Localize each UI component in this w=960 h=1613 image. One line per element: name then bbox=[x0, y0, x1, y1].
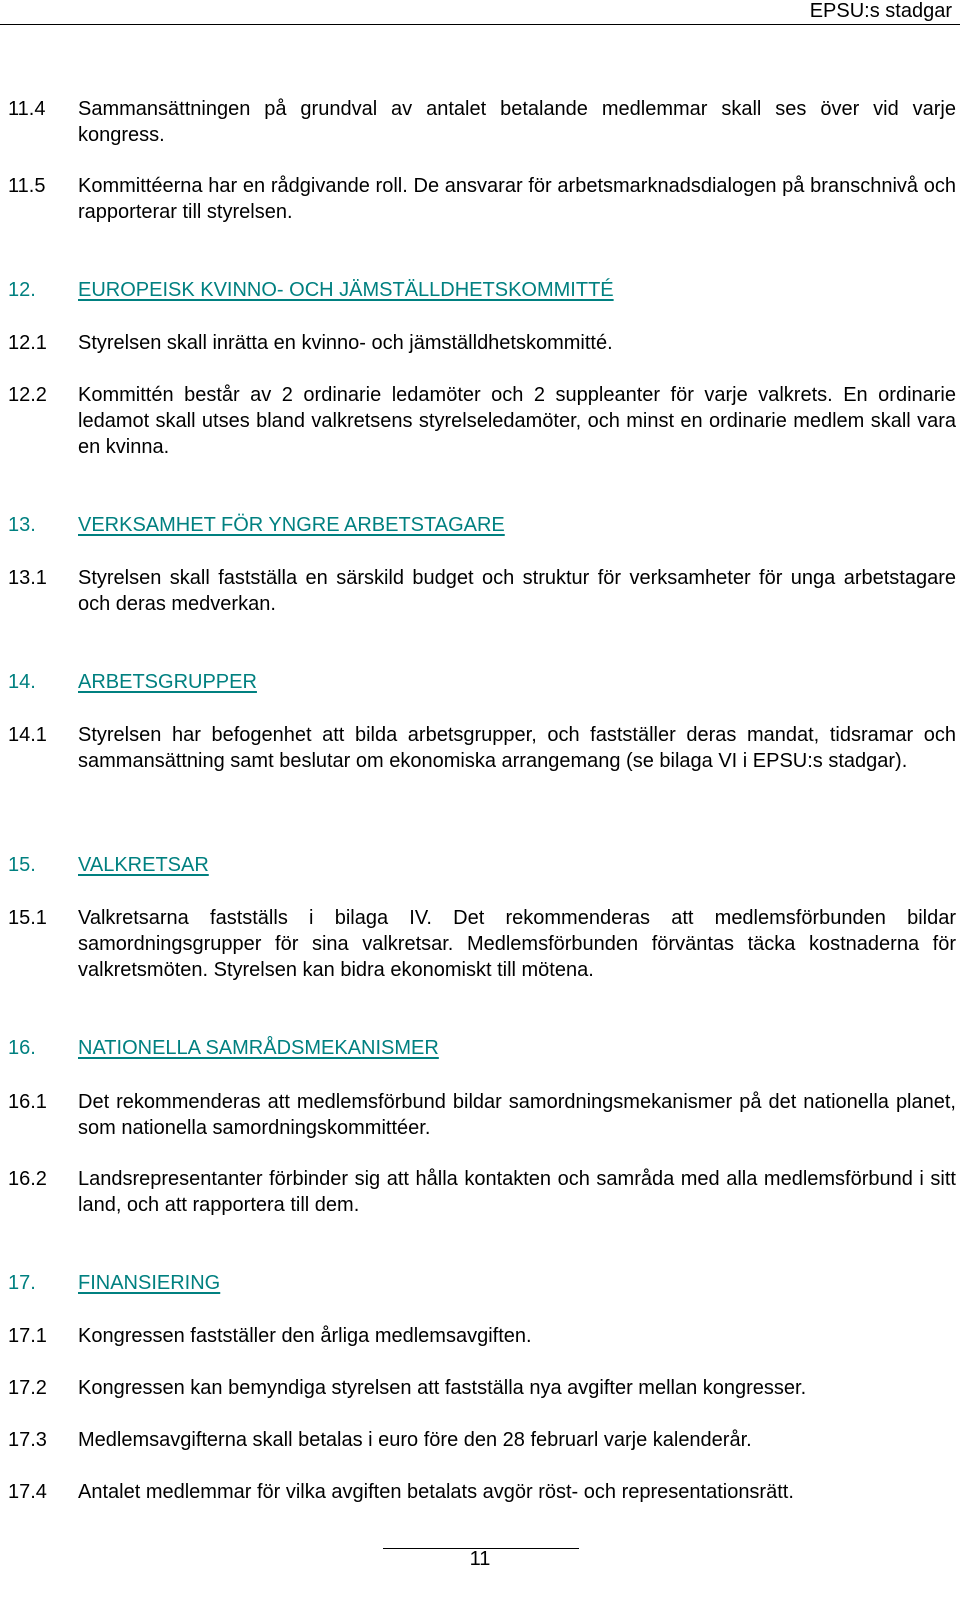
section-text: Kommittéerna har en rådgivande roll. De ansvarar för arbetsmarknadsdialogen på branschnivå och rapporterar till styrelsen. bbox=[78, 175, 956, 223]
heading-13 bbox=[8, 512, 956, 538]
heading-17 bbox=[8, 1270, 956, 1296]
section-number: 14.1 bbox=[8, 724, 47, 746]
section-number: 17.4 bbox=[8, 1481, 47, 1503]
section-17-4 bbox=[8, 1479, 956, 1505]
section-number: 11.5 bbox=[8, 175, 46, 197]
heading-title: FINANSIERING bbox=[78, 1272, 221, 1294]
heading-title: EUROPEISK KVINNO- OCH JÄMSTÄLLDHETSKOMMITTÉ bbox=[78, 279, 614, 301]
heading-number: 13. bbox=[8, 514, 36, 536]
section-text: Kommittén består av 2 ordinarie ledamöter och 2 suppleanter för varje valkrets. En ordinarie ledamot skall utses bland valkretsens styrelseledamöter, och minst en ordinarie medlem skall vara en kvinna. bbox=[78, 384, 956, 458]
heading-14 bbox=[8, 669, 956, 695]
section-16-2 bbox=[8, 1166, 956, 1218]
section-12-2 bbox=[8, 382, 956, 460]
section-11-5 bbox=[8, 173, 956, 225]
heading-number: 17. bbox=[8, 1272, 36, 1294]
section-text: Kongressen fastställer den årliga medlemsavgiften. bbox=[78, 1325, 532, 1347]
section-text: Medlemsavgifterna skall betalas i euro före den 28 februarl varje kalenderår. bbox=[78, 1429, 752, 1451]
section-text: Kongressen kan bemyndiga styrelsen att fastställa nya avgifter mellan kongresser. bbox=[78, 1377, 807, 1399]
section-number: 12.2 bbox=[8, 384, 47, 406]
section-text: Det rekommenderas att medlemsförbund bildar samordningsmekanismer på det nationella planet, som nationella samordningskommittéer. bbox=[78, 1091, 956, 1139]
heading-number: 15. bbox=[8, 854, 36, 876]
section-text: Landsrepresentanter förbinder sig att hålla kontakten och samråda med alla medlemsförbund i sitt land, och att rapportera till dem. bbox=[78, 1168, 956, 1216]
section-14-1 bbox=[8, 722, 956, 774]
section-17-1 bbox=[8, 1323, 956, 1349]
page-number: 11 bbox=[469, 1548, 491, 1570]
section-17-2 bbox=[8, 1375, 956, 1401]
section-number: 11.4 bbox=[8, 98, 46, 120]
heading-title: VERKSAMHET FÖR YNGRE ARBETSTAGARE bbox=[78, 514, 505, 536]
heading-15 bbox=[8, 852, 956, 878]
section-13-1 bbox=[8, 565, 956, 617]
document-title: EPSU:s stadgar bbox=[809, 0, 952, 22]
section-number: 17.3 bbox=[8, 1429, 47, 1451]
section-number: 12.1 bbox=[8, 332, 47, 354]
section-number: 15.1 bbox=[8, 907, 47, 929]
heading-12 bbox=[8, 277, 956, 303]
section-number: 17.1 bbox=[8, 1325, 47, 1347]
section-text: Valkretsarna fastställs i bilaga IV. Det rekommenderas att medlemsförbunden bildar samordningsgrupper för sina valkretsar. Medlemsförbunden förväntas täcka kostnaderna för valkretsmöten. Styrelsen kan bidra ekonomiskt till mötena. bbox=[78, 907, 956, 981]
heading-title: ARBETSGRUPPER bbox=[78, 671, 257, 693]
section-text: Antalet medlemmar för vilka avgiften betalats avgör röst- och representationsrätt. bbox=[78, 1481, 794, 1503]
section-number: 16.2 bbox=[8, 1168, 47, 1190]
heading-number: 12. bbox=[8, 279, 36, 301]
section-12-1 bbox=[8, 330, 956, 356]
heading-16 bbox=[8, 1035, 956, 1061]
page-footer bbox=[0, 1538, 960, 1578]
section-15-1 bbox=[8, 905, 956, 983]
section-text: Styrelsen skall inrätta en kvinno- och jämställdhetskommitté. bbox=[78, 332, 613, 354]
heading-title: NATIONELLA SAMRÅDSMEKANISMER bbox=[78, 1037, 439, 1059]
section-number: 13.1 bbox=[8, 567, 47, 589]
section-text: Styrelsen har befogenhet att bilda arbetsgrupper, och fastställer deras mandat, tidsramar och sammansättning samt beslutar om ekonomiska arrangemang (se bilaga VI i EPSU:s stadgar). bbox=[78, 724, 956, 772]
heading-number: 16. bbox=[8, 1037, 36, 1059]
section-11-4 bbox=[8, 96, 956, 148]
section-text: Sammansättningen på grundval av antalet betalande medlemmar skall ses över vid varje kongress. bbox=[78, 98, 956, 146]
running-header bbox=[0, 0, 960, 25]
heading-number: 14. bbox=[8, 671, 36, 693]
section-number: 16.1 bbox=[8, 1091, 47, 1113]
section-text: Styrelsen skall fastställa en särskild budget och struktur för verksamheter för unga arbetstagare och deras medverkan. bbox=[78, 567, 956, 615]
section-17-3 bbox=[8, 1427, 956, 1453]
heading-title: VALKRETSAR bbox=[78, 854, 209, 876]
section-number: 17.2 bbox=[8, 1377, 47, 1399]
section-16-1 bbox=[8, 1089, 956, 1141]
